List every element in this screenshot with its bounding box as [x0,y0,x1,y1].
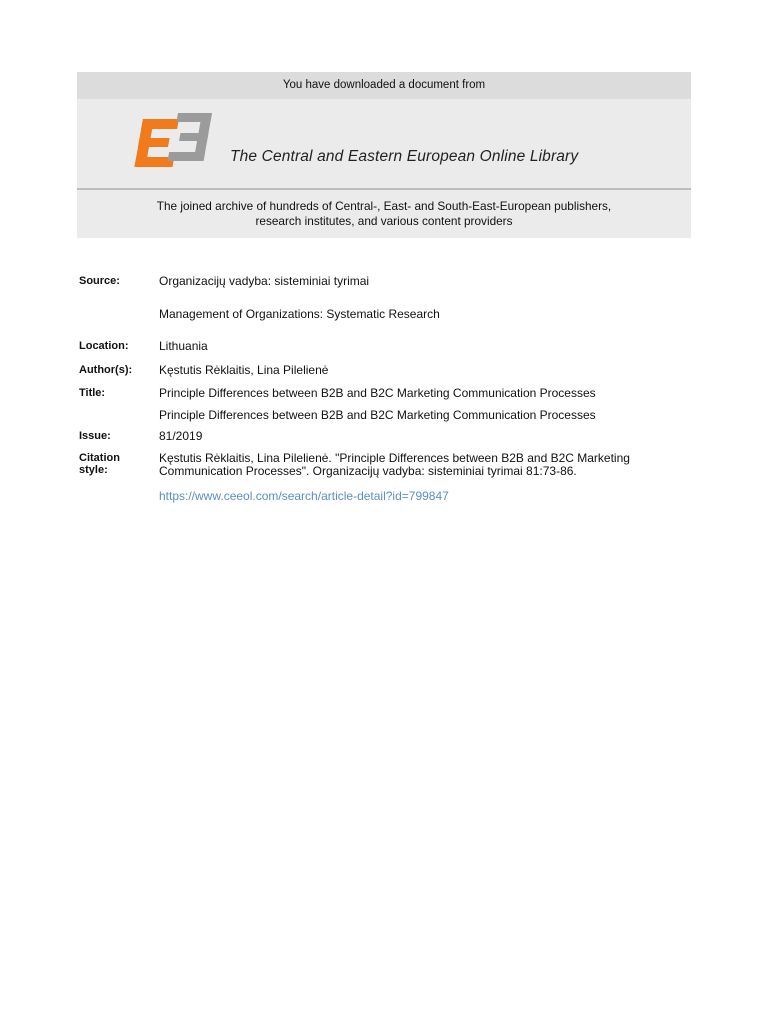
ceeol-e3-logo-icon [130,113,222,171]
source-label: Source: [79,275,120,287]
citation-label [79,452,120,476]
title-label: Title: [79,387,106,399]
article-link[interactable]: https://www.ceeol.com/search/article-detail?id=799847 [159,489,449,503]
banner-description-line-1: The joined archive of hundreds of Central-, East- and South-East-European publishers, [156,199,612,213]
article-link-row [159,490,699,503]
location-label: Location: [79,340,129,352]
source-value: Organizacijų vadyba: sisteminiai tyrimai [159,274,370,288]
title-value: Principle Differences between B2B and B2C Marketing Communication Processes [159,386,596,400]
issue-label: Issue: [79,430,111,442]
location-value: Lithuania [159,339,208,353]
banner-description [77,199,691,229]
download-notice: You have downloaded a document from [77,72,691,99]
library-title: The Central and Eastern European Online Library [230,148,579,165]
citation-value [159,452,699,478]
citation-label-line-1: Citation [79,452,120,464]
banner-divider [77,188,691,190]
ceeol-banner [77,72,691,238]
title-value-alt: Principle Differences between B2B and B2C Marketing Communication Processes [159,408,596,422]
citation-line-1: Kęstutis Rėklaitis, Lina Pilelienė. "Principle Differences between B2B and B2C Marketing [159,451,630,465]
source-value-english: Management of Organizations: Systematic Research [159,307,440,321]
issue-value: 81/2019 [159,429,203,443]
authors-value: Kęstutis Rėklaitis, Lina Pilelienė [159,363,329,377]
banner-description-line-2: research institutes, and various content providers [255,214,513,228]
citation-label-line-2: style: [79,464,108,476]
citation-line-2: Communication Processes". Organizacijų vadyba: sisteminiai tyrimai 81:73-86. [159,464,577,478]
authors-label: Author(s): [79,364,133,376]
